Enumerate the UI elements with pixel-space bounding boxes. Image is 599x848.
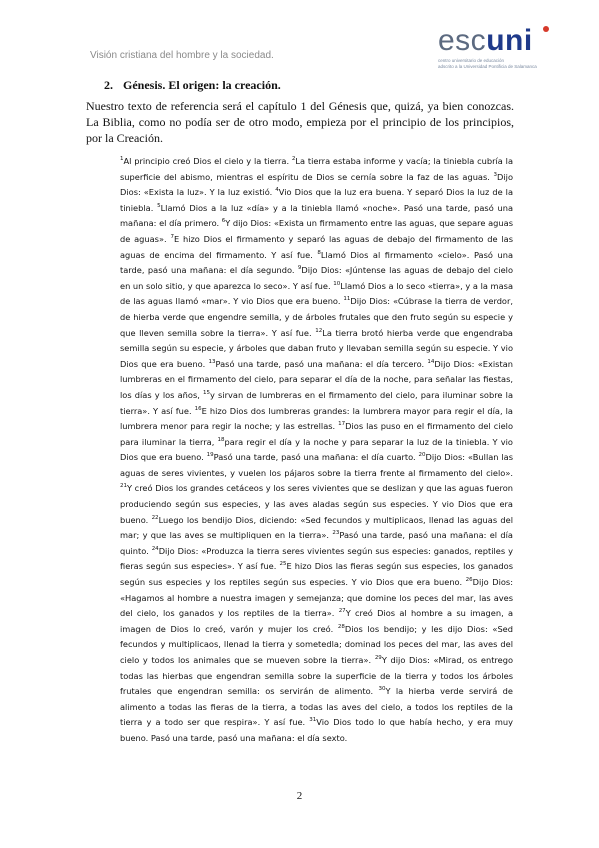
verse-number: 28	[337, 623, 345, 630]
verse-number: 5	[157, 202, 161, 209]
verse-number: 8	[317, 249, 321, 256]
verse-number: 12	[315, 327, 323, 334]
verse-number: 6	[221, 218, 226, 225]
verse-number: 7	[170, 233, 174, 240]
verse-number: 31	[309, 717, 317, 724]
verse-text: Llamó Dios al firmamento «cielo». Pasó una tarde, pasó una mañana: el día segundo.	[120, 249, 513, 276]
verse-number: 22	[151, 514, 159, 521]
genesis-quote	[120, 154, 513, 747]
verse-text: Y dijo Dios: «Mirad, os entrego todas las hierbas que engendran semilla sobre la superficie de la tierra y todos los árboles frutales que engendran semilla: os servirán de alimento.	[120, 655, 513, 697]
verse-text: Al principio creó Dios el cielo y la tierra.	[123, 156, 292, 166]
verse-text: Luego los bendijo Dios, diciendo: «Sed fecundos y multiplicaos, llenad las aguas del mar; y que las aves se multipliquen en la tierra».	[120, 514, 513, 541]
verse-number: 17	[338, 421, 346, 428]
logo-word-accent: uni	[486, 24, 533, 57]
section-title: Génesis. El origen: la creación.	[123, 78, 281, 92]
verse-number: 27	[338, 608, 346, 615]
verse-number: 2	[291, 156, 296, 162]
verse-number: 14	[427, 358, 435, 365]
verse-number: 1	[120, 156, 124, 162]
verse-number: 23	[332, 530, 340, 537]
verse-text: Llamó Dios a lo seco «tierra», y a la masa de las aguas llamó «mar». Y vio Dios que era bueno.	[120, 280, 513, 307]
verse-text: Llamó Dios a la luz «día» y a la tiniebla llamó «noche». Pasó una tarde, pasó una mañana: el día primero.	[120, 202, 514, 229]
verse-text: Dijo Dios: «Produzca la tierra seres vivientes según sus especies: ganados, reptiles y fieras según sus especies». Y así fue.	[120, 545, 513, 572]
verse-number: 20	[418, 452, 426, 459]
verse-number: 10	[333, 280, 341, 287]
verse-text: Y la hierba verde servirá de alimento a todas las fieras de la tierra, a todas las aves del cielo, a todos los reptiles de la tierra y a todo ser que respira». Y así fue.	[120, 686, 513, 728]
verse-number: 13	[208, 358, 216, 365]
verse-number: 16	[194, 405, 202, 412]
verse-text: E hizo Dios las fieras según sus especies, los ganados según sus especies y los reptiles según sus especies. Y vio Dios que era bueno.	[120, 561, 514, 588]
verse-number: 15	[203, 389, 211, 396]
verse-text: Dios los bendijo; y les dijo Dios: «Sed fecundos y multiplicaos, llenad la tierra y sometedla; dominad los peces del mar, las aves del cielo y todos los animales que se mueven sobre la tierra».	[120, 623, 513, 665]
verse-number: 3	[493, 171, 498, 178]
verse-text: Dijo Dios: «Júntense las aguas de debajo del cielo en un solo sitio, y que aparezca lo seco». Y así fue.	[120, 265, 513, 291]
logo-subline-1: centro universitario de educación	[438, 58, 505, 63]
logo-word-plain: esc	[438, 24, 487, 57]
verse-number: 4	[275, 187, 279, 194]
section-number: 2.	[104, 78, 113, 92]
page-number: 2	[296, 790, 303, 802]
verse-text: Pasó una tarde, pasó una mañana: el día quinto.	[120, 530, 513, 556]
section-heading	[104, 78, 281, 93]
escuni-logo	[438, 26, 558, 78]
verse-text: Y dijo Dios: «Exista un firmamento entre las aguas, que separe aguas de aguas».	[120, 218, 513, 244]
verse-number: 29	[374, 655, 382, 661]
verse-number: 18	[217, 436, 225, 443]
verse-number: 11	[343, 296, 351, 303]
verse-text: Dijo Dios: «Exista la luz». Y la luz existió.	[120, 171, 513, 198]
verse-text: La tierra brotó hierba verde que engendraba semilla según su especie, y árboles que daban fruto y llevaban semilla según su especie. Y vio Dios que era bueno.	[120, 327, 513, 369]
verse-text: Vio Dios todo lo que había hecho, y era muy bueno. Pasó una tarde, pasó una mañana: el día sexto.	[120, 717, 513, 743]
verse-text: Dijo Dios: «Hagamos al hombre a nuestra imagen y semejanza; que domine los peces del mar, las aves del cielo, los ganados y los reptiles de la tierra».	[120, 577, 513, 619]
verse-number: 26	[465, 577, 473, 584]
running-header: Visión cristiana del hombre y la sociedad.	[90, 50, 274, 61]
intro-paragraph: Nuestro texto de referencia será el capítulo 1 del Génesis que, quizá, ya bien conozcas. La Biblia, como no podía ser de otro modo, empieza por el principio de los principios, por la Creación.	[86, 99, 514, 145]
verse-number: 25	[279, 561, 287, 568]
verse-number: 9	[297, 265, 302, 272]
verse-text: Vio Dios que la luz era buena. Y separó Dios la luz de la tiniebla.	[120, 187, 513, 213]
verse-text: La tierra estaba informe y vacía; la tiniebla cubría la superficie del abismo, mientras el espíritu de Dios se cernía sobre la faz de las aguas.	[120, 156, 513, 182]
verse-text: para regir el día y la noche y para separar la luz de la tiniebla. Y vio Dios que era bueno.	[120, 436, 513, 463]
verse-text: E hizo Dios el firmamento y separó las aguas de debajo del firmamento de las aguas de encima del firmamento. Y así fue.	[120, 233, 513, 260]
verse-number: 24	[151, 545, 159, 552]
verse-text: Pasó una tarde, pasó una mañana: el día tercero.	[215, 358, 428, 369]
verse-text: E hizo Dios dos lumbreras grandes: la lumbrera mayor para regir el día, la lumbrera menor para regir la noche; y las estrellas.	[120, 405, 513, 432]
verse-text: Y creó Dios al hombre a su imagen, a imagen de Dios lo creó, varón y mujer los creó.	[120, 608, 513, 634]
verse-text: Dijo Dios: «Bullan las aguas de seres vivientes, y vuelen los pájaros sobre la tierra frente al firmamento del cielo».	[120, 452, 513, 478]
verse-text: Y creó Dios los grandes cetáceos y los seres vivientes que se deslizan y que las aguas fueron produciendo según sus especies, y las aves aladas según sus especies. Y vio Dios que era bueno.	[120, 483, 513, 525]
verse-text: y sirvan de lumbreras en el firmamento del cielo, para iluminar sobre la tierra». Y así fue.	[120, 389, 513, 416]
verse-text: Dios las puso en el firmamento del cielo para iluminar la tierra,	[120, 421, 513, 447]
verse-number: 21	[120, 483, 127, 490]
logo-subline-2: adscrito a la Universidad Pontificia de Salamanca	[438, 64, 537, 69]
verse-text: Pasó una tarde, pasó una mañana: el día cuarto.	[213, 452, 419, 463]
logo-dot-icon	[543, 26, 549, 32]
verse-text: Dijo Dios: «Cúbrase la tierra de verdor, de hierba verde que engendre semilla, y de árboles frutales que den fruto según su especie y que lleven semilla sobre la tierra». Y así fue.	[120, 296, 513, 338]
verse-number: 19	[206, 452, 214, 459]
verse-text: Dijo Dios: «Existan lumbreras en el firmamento del cielo, para separar el día de la noche, para señalar las fiestas, los días y los años,	[120, 358, 513, 400]
verse-number: 30	[378, 686, 386, 693]
